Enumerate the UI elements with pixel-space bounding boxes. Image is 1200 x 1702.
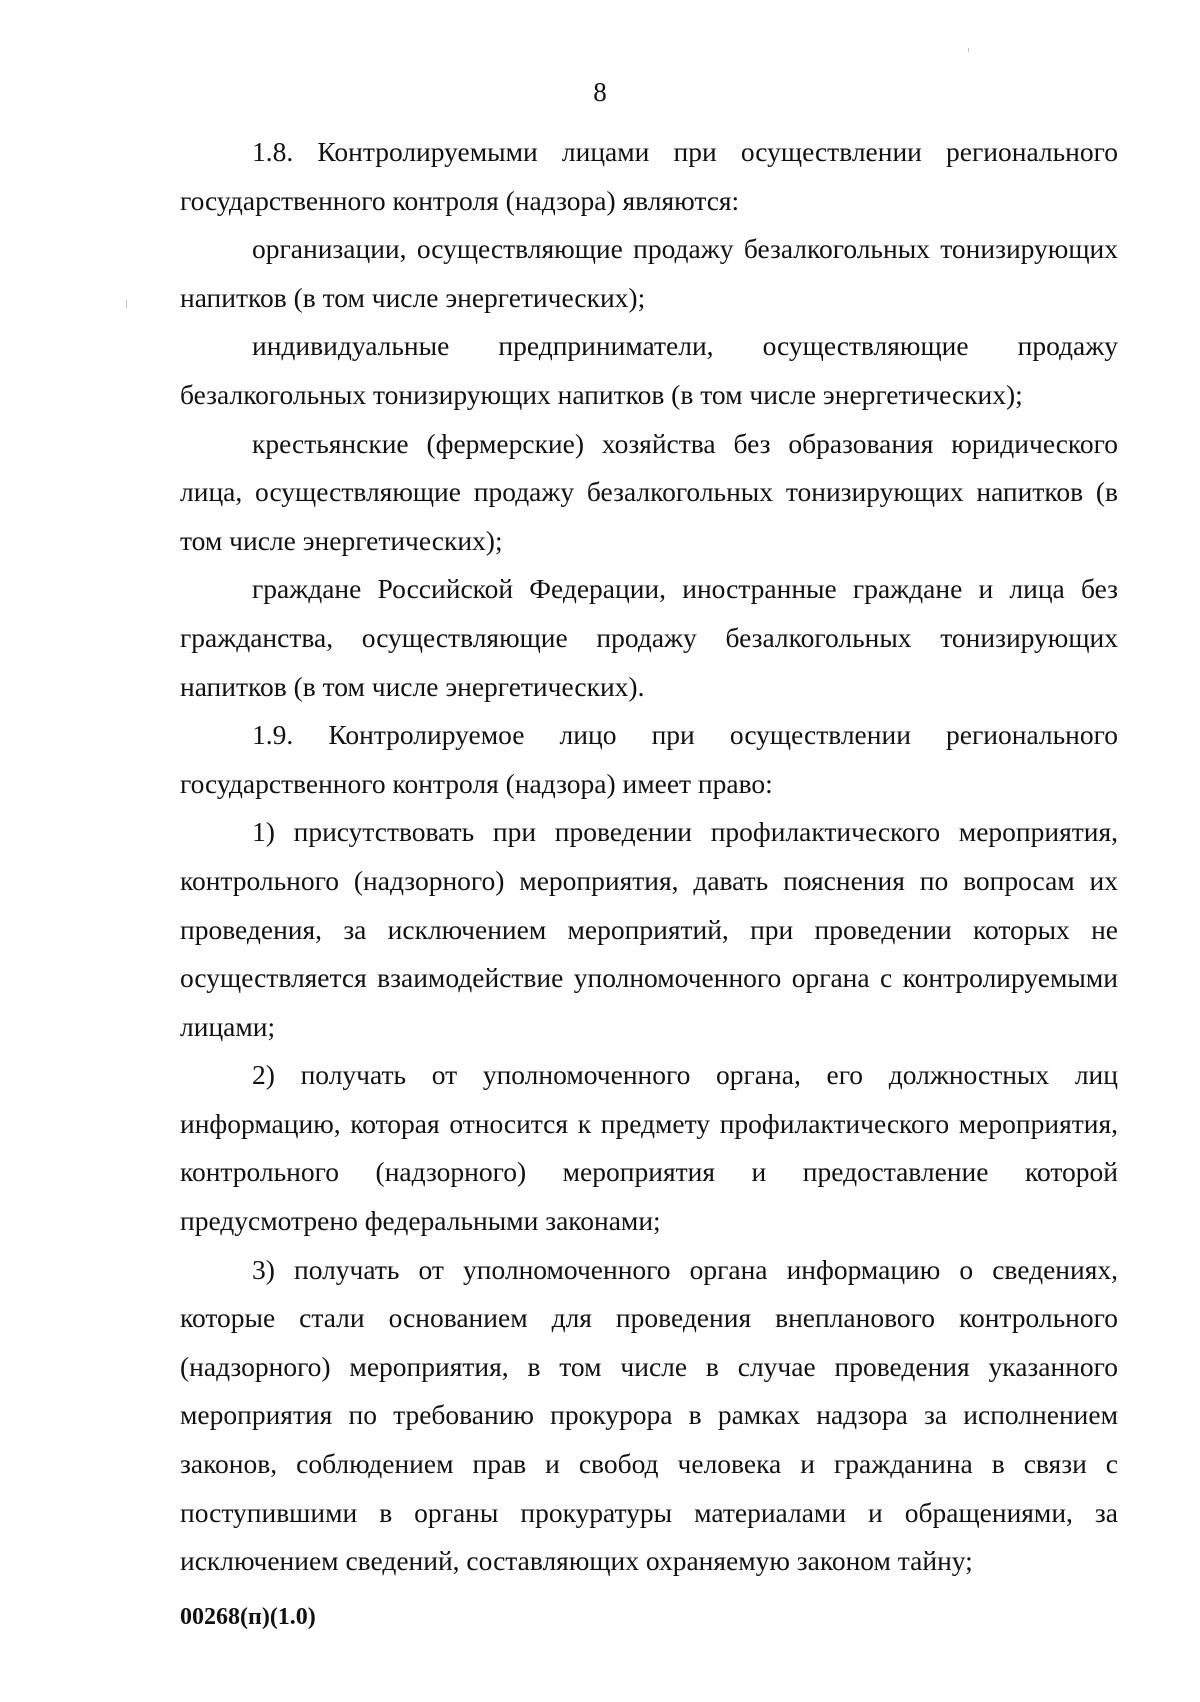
paragraph-1-9: 1.9. Контролируемое лицо при осуществлении регионального государственного контроля (надзора) имеет право:	[180, 719, 1118, 799]
paragraph-farm-households: крестьянские (фермерские) хозяйства без образования юридического лица, осуществляющие продажу безалкогольных тонизирующих напитков (в том числе энергетических);	[180, 427, 1118, 556]
paragraph-organizations: организации, осуществляющие продажу безалкогольных тонизирующих напитков (в том числе энергетических);	[180, 233, 1118, 313]
document-footer-code: 00268(п)(1.0)	[180, 1604, 316, 1630]
paragraph-right-3: 3) получать от уполномоченного органа информацию о сведениях, которые стали основанием для проведения внепланового контрольного (надзорного) мероприятия, в том числе в случае проведения указанного мероприятия по требованию прокурора в рамках надзора за исполнением законов, соблюдением прав и свобод человека и гражданина в связи с поступившими в органы прокуратуры материалами и обращениями, за исключением сведений, составляющих охраняемую законом тайну;	[180, 1253, 1118, 1577]
paragraph-individual-entrepreneurs: индивидуальные предприниматели, осуществляющие продажу безалкогольных тонизирующих напитков (в том числе энергетических);	[180, 330, 1118, 410]
scan-artifact-mark	[126, 300, 127, 308]
scan-artifact-mark	[968, 48, 969, 52]
page-number: 8	[593, 77, 607, 107]
paragraph-right-2: 2) получать от уполномоченного органа, его должностных лиц информацию, которая относится к предмету профилактического мероприятия, контрольного (надзорного) мероприятия и предоставление которой предусмотрено федеральными законами;	[180, 1059, 1118, 1237]
paragraph-1-8: 1.8. Контролируемыми лицами при осуществлении регионального государственного контроля (надзора) являются:	[180, 136, 1118, 216]
paragraph-citizens: граждане Российской Федерации, иностранные граждане и лица без гражданства, осуществляющие продажу безалкогольных тонизирующих напитков (в том числе энергетических).	[180, 573, 1118, 702]
document-body	[180, 128, 1118, 1586]
paragraph-right-1: 1) присутствовать при проведении профилактического мероприятия, контрольного (надзорного) мероприятия, давать пояснения по вопросам их проведения, за исключением мероприятий, при проведении которых не осуществляется взаимодействие уполномоченного органа с контролируемыми лицами;	[180, 816, 1118, 1042]
